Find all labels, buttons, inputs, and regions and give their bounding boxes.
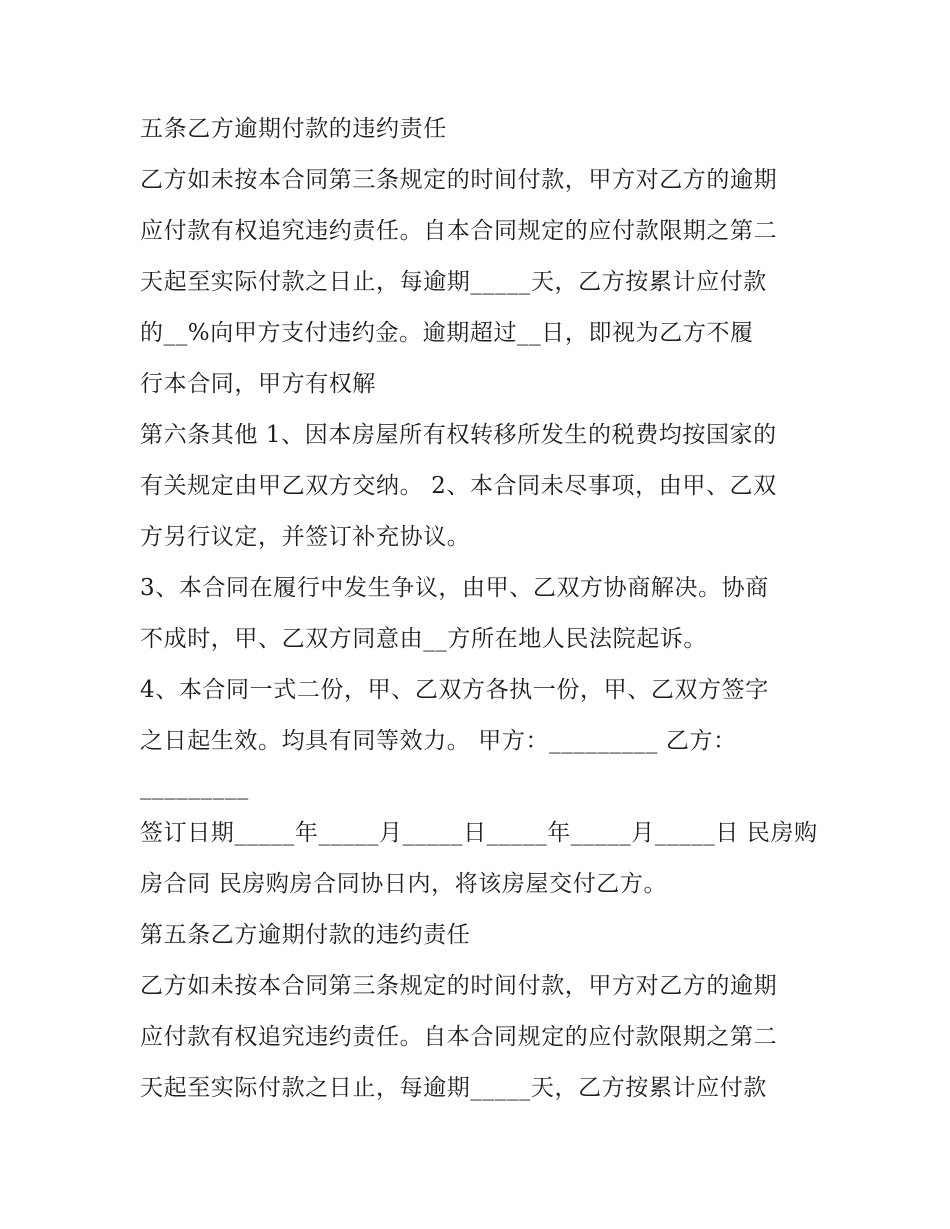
text-line: 五条乙方逾期付款的违约责任 [140, 116, 447, 142]
text-line: 乙方如未按本合同第三条规定的时间付款，甲方对乙方的逾期 [140, 973, 778, 999]
text-line: 签订日期_____年_____月_____日_____年_____月_____日 民房购 [140, 820, 818, 846]
text-line: 4、本合同一式二份，甲、乙双方各执一份，甲、乙双方签字 [140, 677, 769, 703]
text-line: 房合同 民房购房合同协日内，将该房屋交付乙方。 [140, 871, 668, 897]
text-line: 方另行议定，并签订补充协议。 [140, 524, 471, 550]
text-line: 的__%向甲方支付违约金。逾期超过__日，即视为乙方不履 [140, 320, 754, 346]
text-line: 有关规定由甲乙双方交纳。 2、本合同未尽事项，由甲、乙双 [140, 473, 777, 499]
text-line: 3、本合同在履行中发生争议，由甲、乙双方协商解决。协商 [140, 575, 769, 601]
text-line: 天起至实际付款之日止，每逾期_____天，乙方按累计应付款 [140, 1075, 767, 1101]
text-line: 第五条乙方逾期付款的违约责任 [140, 922, 471, 948]
text-line: 行本合同，甲方有权解 [140, 371, 376, 397]
text-line: 不成时，甲、乙双方同意由__方所在地人民法院起诉。 [140, 626, 707, 652]
text-line: 应付款有权追究违约责任。自本合同规定的应付款限期之第二 [140, 1024, 778, 1050]
text-line: 之日起生效。均具有同等效力。 甲方：_________ 乙方： [140, 728, 737, 754]
text-line: _________ [140, 774, 249, 800]
text-line: 应付款有权追究违约责任。自本合同规定的应付款限期之第二 [140, 218, 778, 244]
text-line: 天起至实际付款之日止，每逾期_____天，乙方按累计应付款 [140, 269, 767, 295]
text-line: 乙方如未按本合同第三条规定的时间付款，甲方对乙方的逾期 [140, 167, 778, 193]
text-line: 第六条其他 1、因本房屋所有权转移所发生的税费均按国家的 [140, 422, 777, 448]
